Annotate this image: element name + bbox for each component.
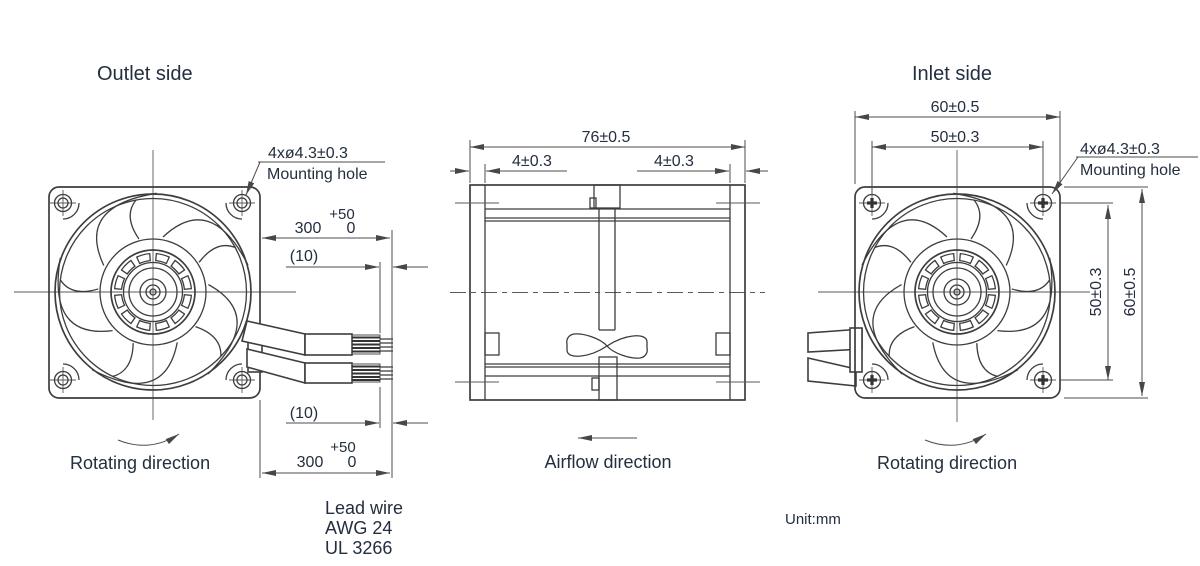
side-view	[450, 129, 841, 528]
rotating-direction-label: Rotating direction	[877, 453, 1018, 473]
rotating-direction-arrow	[925, 434, 986, 445]
dim-lead-top-tol-plus: +50	[329, 206, 355, 223]
mounting-hole	[50, 367, 76, 393]
blade-cross-section	[567, 334, 647, 358]
dim-lead-top-tol-zero: 0	[346, 220, 356, 237]
lead-wire-note-line3: UL 3266	[325, 538, 393, 558]
outlet-title: Outlet side	[97, 63, 193, 85]
dim-flange-right: 4±0.3	[654, 153, 694, 170]
outlet-view	[14, 63, 428, 558]
mounting-hole	[859, 367, 885, 393]
inlet-title: Inlet side	[912, 63, 993, 85]
lead-wire-note-line2: AWG 24	[325, 518, 393, 538]
airflow-direction-label: Airflow direction	[544, 452, 672, 472]
wire-stripped-section	[352, 364, 393, 382]
dim-height-holes: 50±0.3	[1088, 267, 1105, 317]
mounting-hole	[50, 190, 76, 216]
dim-strip-bottom: (10)	[289, 405, 319, 422]
fan-frame	[49, 187, 260, 398]
wire-insulation	[305, 334, 352, 355]
dim-depth: 76±0.5	[581, 129, 631, 146]
dim-lead-top-value: 300	[294, 220, 322, 237]
mounting-hole	[229, 190, 255, 216]
wire-segment	[808, 358, 856, 386]
dim-height-outer: 60±0.5	[1122, 267, 1139, 317]
fan-frame	[855, 187, 1060, 398]
dim-width-outer: 60±0.5	[930, 99, 980, 116]
rotating-direction-arrow	[118, 434, 179, 445]
frame-rib	[485, 333, 499, 355]
unit-note: Unit:mm	[785, 511, 841, 528]
mounting-hole-spec: 4xø4.3±0.3	[268, 145, 348, 162]
frame-rib	[716, 333, 730, 355]
rotating-direction-label: Rotating direction	[70, 453, 211, 473]
dim-lead-bottom-tol-plus: +50	[330, 439, 356, 456]
wire-segment	[247, 349, 305, 383]
lead-wires	[242, 321, 393, 383]
wire-exit-tab	[850, 328, 862, 372]
lead-wires	[808, 328, 862, 386]
mounting-hole-spec: 4xø4.3±0.3	[1080, 141, 1160, 158]
dim-lead-bottom-tol-zero: 0	[347, 454, 357, 471]
mounting-hole-label: Mounting hole	[1080, 162, 1181, 179]
wire-stripped-section	[352, 335, 393, 354]
mounting-hole	[1030, 367, 1056, 393]
dim-lead-bottom-value: 300	[296, 454, 324, 471]
dim-width-holes: 50±0.3	[930, 129, 980, 146]
callout-leader	[1052, 157, 1078, 194]
mounting-hole-label: Mounting hole	[267, 166, 368, 183]
dim-flange-left: 4±0.3	[512, 153, 552, 170]
lead-wire-note-line1: Lead wire	[325, 498, 404, 518]
wire-insulation	[305, 363, 352, 383]
dim-strip-top: (10)	[289, 248, 319, 265]
side-dimensions	[450, 140, 768, 183]
inlet-view	[808, 63, 1198, 473]
